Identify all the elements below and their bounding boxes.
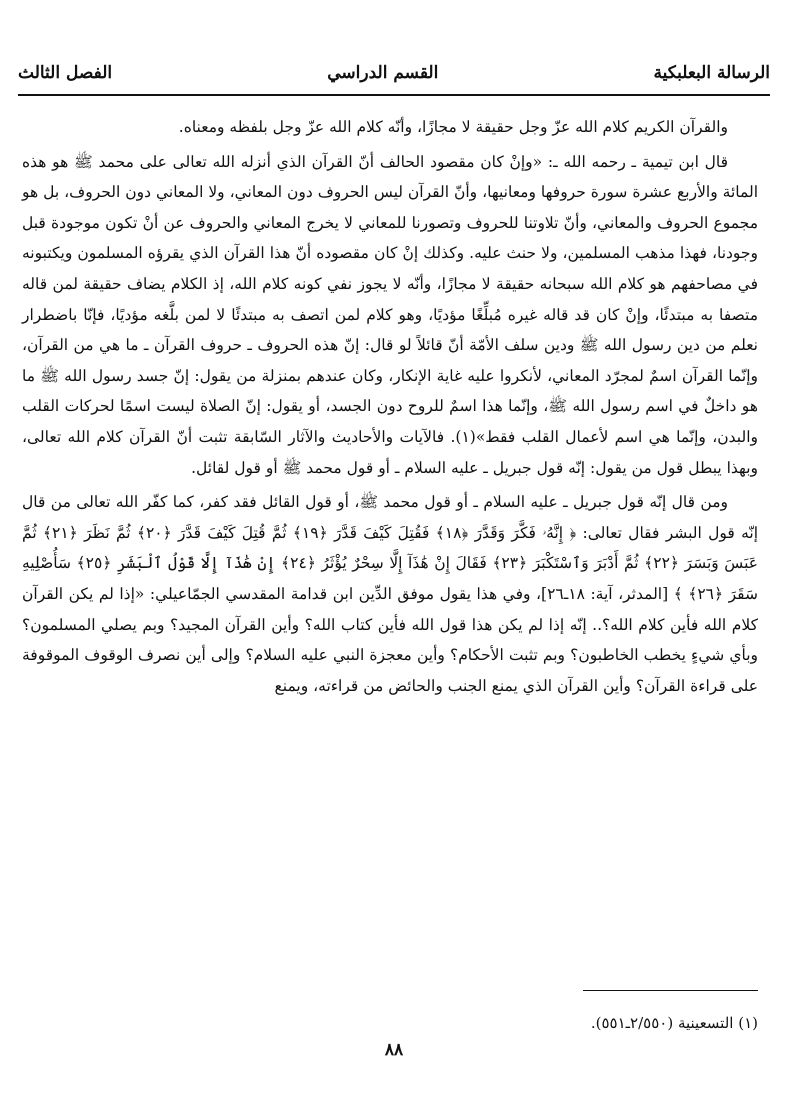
paragraph-1: والقرآن الكريم كلام الله عزّ وجل حقيقة لا مجازًا، وأنّه كلام الله عزّ وجل بلفظه ومعناه. [178,118,728,136]
paragraph-2: قال ابن تيمية ـ رحمه الله ـ: «وإنْ كان مقصود الحالف أنّ القرآن الذي أنزله الله تعالى على محمد ﷺ هو هذه المائة والأربع عشرة سورة حروفها ومعانيها، وأنّ القرآن ليس الحروف دون المعاني، ولا المعاني دون الحروف، بل هو مجموع الحروف والمعاني، وأنّ تلاوتنا للحروف وتصورنا للمعاني لا يخرج المعاني والحروف عن أنْ تكون موجودة قبل وجودنا، فهذا مذهب المسلمين، ولا حنث عليه. وكذلك إنْ كان مقصوده أنّ هذا القرآن الذي يقرؤه المسلمون ويكتبونه في مصاحفهم هو كلام الله سبحانه حقيقة لا مجازًا، وأنّه لا يجوز نفي كونه كلام الله، إذ الكلام يضاف حقيقة لمن قاله متصفا به مبتدئًا، وإنْ كان قد قاله غيره مُبلِّغًا مؤديًا، وهو كلام لمن اتصف به مبتدئًا لا لمن بلَّغه مؤديًا، فإنّا باضطرار نعلم من دين رسول الله ﷺ ودين سلف الأمّة أنّ قائلاً لو قال: إنّ هذه الحروف ـ حروف القرآن ـ ما هي من القرآن، وإنّما القرآن اسمٌ لمجرّد المعاني، لأنكروا عليه غاية الإنكار، وكان عندهم بمنزلة من يقول: إنّ جسد رسول الله ﷺ ما هو داخلٌ في اسم رسول الله ﷺ، وإنّما هذا اسمٌ للروح دون الجسد، أو يقول: إنّ الصلاة ليست اسمًا لحركات القلب والبدن، وإنّما هي اسم لأعمال القلب فقط»(١). فالآيات والأحاديث والآثار السّابقة تثبت أنّ القرآن كلام الله تعالى، وبهذا يبطل قول من يقول: إنّه قول جبريل ـ عليه السلام ـ أو قول محمد ﷺ أو قول لقائل. [22,152,758,477]
running-header [18,56,770,96]
chapter-title: الفصل الثالث [18,63,113,83]
main-text [22,112,758,701]
book-title: الرسالة البعلبكية [653,63,770,83]
footnote-divider [583,990,758,991]
footnote: (١) التسعينية (٢/٥٥٠ـ٥٥١). [590,1014,758,1032]
paragraph-3: ومن قال إنّه قول جبريل ـ عليه السلام ـ أو قول محمد ﷺ، أو قول القائل فقد كفر، كما كفّر الله تعالى من قال إنّه قول البشر فقال تعالى: ﴿ إِنَّهُۥ فَكَّرَ وَقَدَّرَ ﴿١٨﴾ فَقُتِلَ كَيْفَ قَدَّرَ ﴿١٩﴾ ثُمَّ قُتِلَ كَيْفَ قَدَّرَ ﴿٢٠﴾ ثُمَّ نَظَرَ ﴿٢١﴾ ثُمَّ عَبَسَ وَبَسَرَ ﴿٢٢﴾ ثُمَّ أَدْبَرَ وَٱسْتَكْبَرَ ﴿٢٣﴾ فَقَالَ إِنْ هَٰذَآ إِلَّا سِحْرٌ يُؤْثَرُ ﴿٢٤﴾ إِنْ هَٰذَآ إِلَّا قَوْلُ ٱلْبَشَرِ ﴿٢٥﴾ سَأُصْلِيهِ سَقَرَ ﴿٢٦﴾ ﴾ [المدثر، آية: ١٨ـ٢٦]، وفي هذا يقول موفق الدِّين ابن قدامة المقدسي الجمّاعيلي: «إذا لم يكن القرآن كلام الله فأين كلام الله؟.. إنّه إذا لم يكن هذا قول الله فأين كتاب الله؟ وأين القرآن المجيد؟ وبم يصلي المسلمون؟ وبأي شيءٍ يخطب الخاطبون؟ وبم تثبت الأحكام؟ وأين معجزة النبي عليه السلام؟ وإلى أين نصرف الوقوف الموقوفة على قراءة القرآن؟ وأين القرآن الذي يمنع الجنب والحائض من قراءته، ويمنع [22,493,759,695]
section-title: القسم الدراسي [327,63,439,83]
page-number: ٨٨ [384,1040,404,1060]
